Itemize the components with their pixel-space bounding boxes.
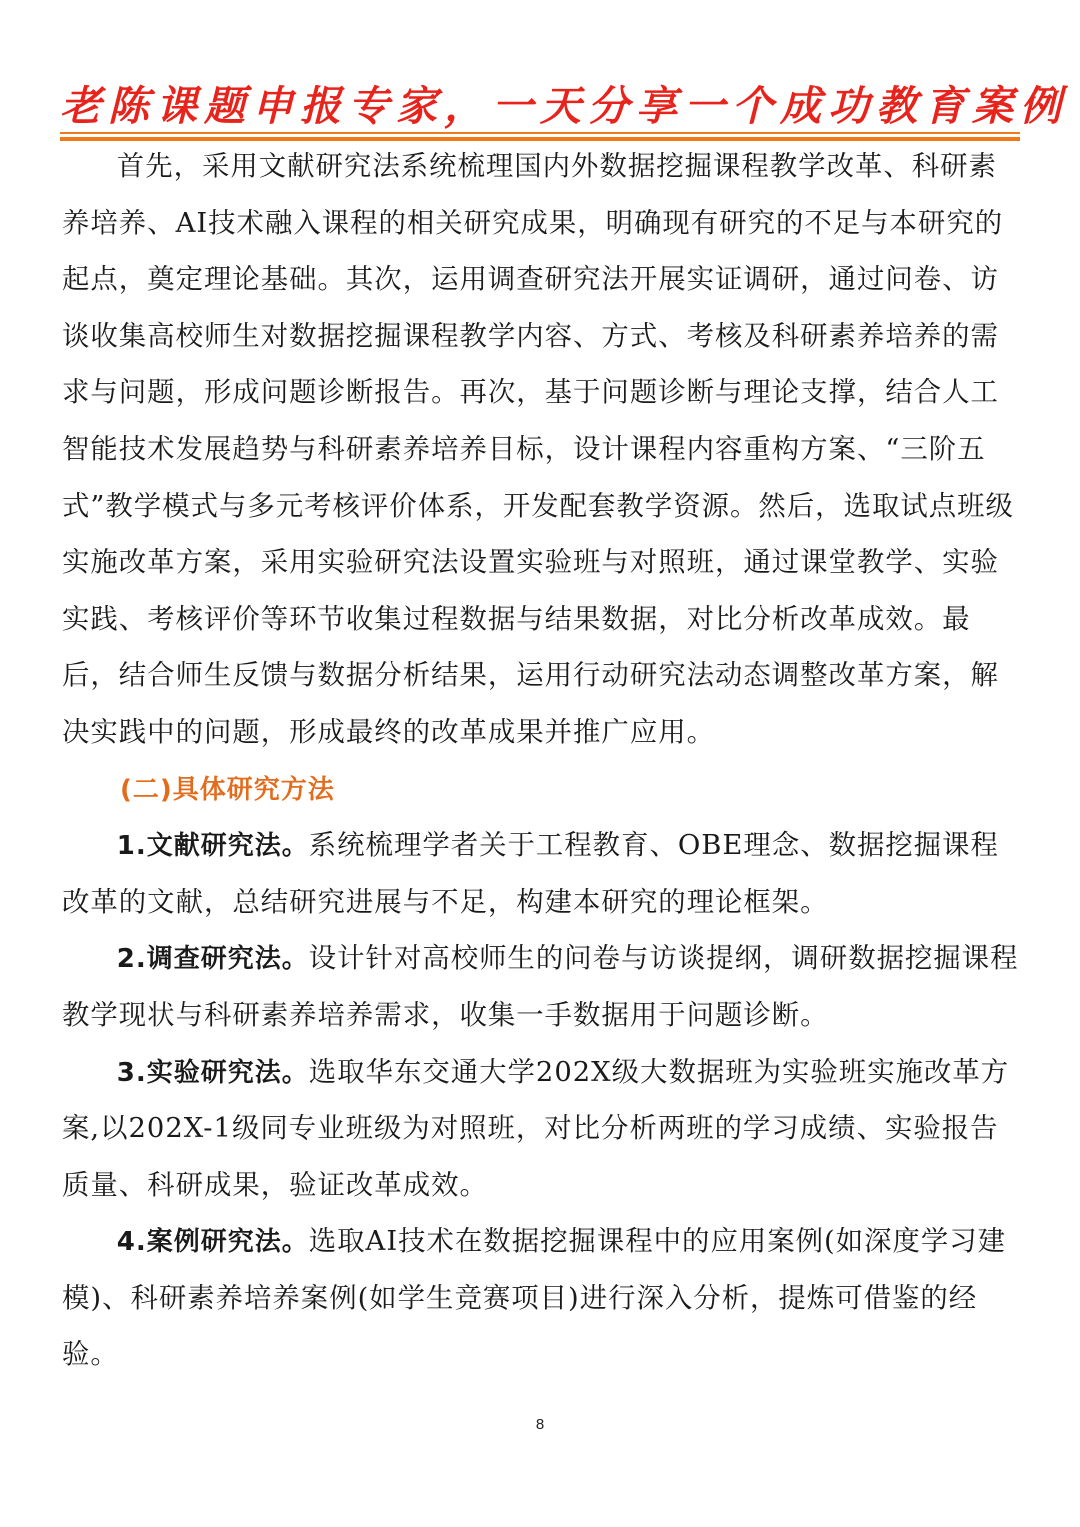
method-item-literature bbox=[62, 818, 1020, 931]
method-title: 4.案例研究法。 bbox=[116, 1227, 309, 1258]
method-title: 2.调查研究法。 bbox=[116, 944, 309, 975]
method-text: 选取AI技术在数据挖掘课程中的应用案例(如深度学习建模)、科研素养培养案例(如学生竞赛项目)进行深入分析，提炼可借鉴的经验。 bbox=[62, 1226, 1007, 1371]
method-item-case-study bbox=[62, 1214, 1020, 1384]
method-text: 系统梳理学者关于工程教育、OBE理念、数据挖掘课程改革的文献，总结研究进展与不足，构建本研究的理论框架。 bbox=[62, 830, 999, 918]
document-body bbox=[62, 139, 1020, 1384]
page-number: 8 bbox=[535, 1416, 545, 1433]
method-title: 3.实验研究法。 bbox=[116, 1057, 309, 1088]
section-heading: (二)具体研究方法 bbox=[120, 774, 335, 805]
header-banner bbox=[60, 82, 1068, 138]
method-item-experiment bbox=[62, 1045, 1020, 1215]
method-text: 设计针对高校师生的问卷与访谈提纲，调研数据挖掘课程教学现状与科研素养培养需求，收集一手数据用于问题诊断。 bbox=[62, 943, 1019, 1031]
header-title: 老陈课题申报专家，一天分享一个成功教育案例 bbox=[60, 82, 1068, 130]
method-text: 选取华东交通大学202X级大数据班为实验班实施改革方案,以202X-1级同专业班级为对照班，对比分析两班的学习成绩、实验报告质量、科研成果，验证改革成效。 bbox=[62, 1056, 1010, 1201]
header-rule-thin bbox=[60, 132, 1020, 134]
method-item-survey bbox=[62, 931, 1020, 1044]
method-title: 1.文献研究法。 bbox=[116, 831, 309, 862]
intro-paragraph: 首先，采用文献研究法系统梳理国内外数据挖掘课程教学改革、科研素养培养、AI技术融入课程的相关研究成果，明确现有研究的不足与本研究的起点，奠定理论基础。其次，运用调查研究法开展实证调研，通过问卷、访谈收集高校师生对数据挖掘课程教学内容、方式、考核及科研素养培养的需求与问题，形成问题诊断报告。再次，基于问题诊断与理论支撑，结合人工智能技术发展趋势与科研素养培养目标，设计课程内容重构方案、“三阶五式”教学模式与多元考核评价体系，开发配套教学资源。然后，选取试点班级实施改革方案，采用实验研究法设置实验班与对照班，通过课堂教学、实验实践、考核评价等环节收集过程数据与结果数据，对比分析改革成效。最后，结合师生反馈与数据分析结果，运用行动研究法动态调整改革方案，解决实践中的问题，形成最终的改革成果并推广应用。 bbox=[62, 151, 1014, 748]
